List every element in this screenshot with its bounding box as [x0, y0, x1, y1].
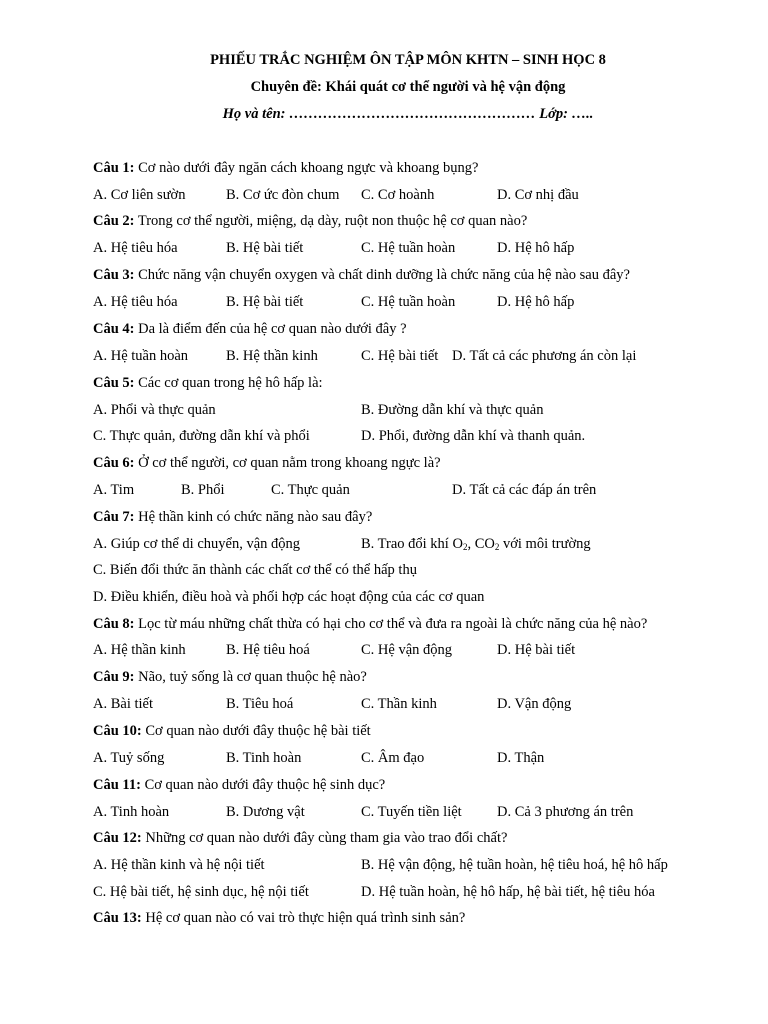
q11-option-a[interactable]: A. Tinh hoàn	[93, 804, 170, 820]
q10-option-a[interactable]: A. Tuỷ sống	[93, 750, 165, 766]
q11-option-d[interactable]: D. Cả 3 phương án trên	[497, 804, 634, 820]
q1-option-d[interactable]: D. Cơ nhị đầu	[497, 187, 579, 203]
q9-option-b[interactable]: B. Tiêu hoá	[226, 696, 294, 712]
q4-option-a[interactable]: A. Hệ tuần hoàn	[93, 348, 189, 364]
question-2: Câu 2: Trong cơ thể người, miệng, dạ dày, ruột non thuộc hệ cơ quan nào?	[93, 213, 528, 229]
q2-option-a[interactable]: A. Hệ tiêu hóa	[93, 240, 178, 256]
q7-option-a[interactable]: A. Giúp cơ thể di chuyển, vận động	[93, 536, 301, 552]
worksheet-title: PHIẾU TRẮC NGHIỆM ÔN TẬP MÔN KHTN – SINH HỌC 8	[210, 52, 606, 68]
q5-option-b[interactable]: B. Đường dẫn khí và thực quản	[361, 402, 544, 418]
q7-option-b[interactable]: B. Trao đổi khí $O_2$, $CO_2$ với môi trường	[361, 536, 591, 552]
q6-option-a[interactable]: A. Tim	[93, 482, 135, 498]
q7-option-c[interactable]: C. Biến đổi thức ăn thành các chất cơ thể có thể hấp thụ	[93, 562, 417, 578]
q9-option-d[interactable]: D. Vận động	[497, 696, 572, 712]
q1-option-b[interactable]: B. Cơ ức đòn chum	[226, 187, 340, 203]
q11-option-c[interactable]: C. Tuyến tiền liệt	[361, 804, 462, 820]
q4-option-d[interactable]: D. Tất cả các phương án còn lại	[452, 348, 637, 364]
question-1: Câu 1: Cơ nào dưới đây ngăn cách khoang ngực và khoang bụng?	[93, 160, 479, 176]
q10-option-c[interactable]: C. Âm đạo	[361, 750, 425, 766]
question-12: Câu 12: Những cơ quan nào dưới đây cùng tham gia vào trao đổi chất?	[93, 830, 508, 846]
q9-option-c[interactable]: C. Thần kinh	[361, 696, 437, 712]
q4-option-b[interactable]: B. Hệ thần kinh	[226, 348, 318, 364]
q2-option-b[interactable]: B. Hệ bài tiết	[226, 240, 304, 256]
q8-option-a[interactable]: A. Hệ thần kinh	[93, 642, 186, 658]
q8-option-c[interactable]: C. Hệ vận động	[361, 642, 453, 658]
question-11: Câu 11: Cơ quan nào dưới đây thuộc hệ sinh dục?	[93, 777, 386, 793]
q8-option-b[interactable]: B. Hệ tiêu hoá	[226, 642, 310, 658]
question-3: Câu 3: Chức năng vận chuyển oxygen và chất dinh dưỡng là chức năng của hệ nào sau đây?	[93, 267, 630, 283]
q3-option-a[interactable]: A. Hệ tiêu hóa	[93, 294, 178, 310]
q5-option-c[interactable]: C. Thực quản, đường dẫn khí và phổi	[93, 428, 310, 444]
q12-option-a[interactable]: A. Hệ thần kinh và hệ nội tiết	[93, 857, 265, 873]
q12-option-c[interactable]: C. Hệ bài tiết, hệ sinh dục, hệ nội tiết	[93, 884, 309, 900]
q3-option-b[interactable]: B. Hệ bài tiết	[226, 294, 304, 310]
q10-option-b[interactable]: B. Tinh hoàn	[226, 750, 302, 766]
q12-option-b[interactable]: B. Hệ vận động, hệ tuần hoàn, hệ tiêu hoá, hệ hô hấp	[361, 857, 668, 873]
q5-option-a[interactable]: A. Phổi và thực quản	[93, 402, 216, 418]
name-class-line: Họ và tên: …………………………………………… Lớp: …..	[222, 106, 594, 122]
q3-option-d[interactable]: D. Hệ hô hấp	[497, 294, 575, 310]
q12-option-d[interactable]: D. Hệ tuần hoàn, hệ hô hấp, hệ bài tiết, hệ tiêu hóa	[361, 884, 655, 900]
question-9: Câu 9: Não, tuỷ sống là cơ quan thuộc hệ nào?	[93, 669, 367, 685]
worksheet-topic: Chuyên đề: Khái quát cơ thể người và hệ vận động	[250, 79, 566, 95]
question-13: Câu 13: Hệ cơ quan nào có vai trò thực hiện quá trình sinh sản?	[93, 910, 466, 926]
q3-option-c[interactable]: C. Hệ tuần hoàn	[361, 294, 456, 310]
q6-option-c[interactable]: C. Thực quản	[271, 482, 350, 498]
q5-option-d[interactable]: D. Phổi, đường dẫn khí và thanh quản.	[361, 428, 586, 444]
q1-option-c[interactable]: C. Cơ hoành	[361, 187, 435, 203]
q6-option-b[interactable]: B. Phổi	[181, 482, 225, 498]
question-10: Câu 10: Cơ quan nào dưới đây thuộc hệ bài tiết	[93, 723, 371, 739]
q6-option-d[interactable]: D. Tất cả các đáp án trên	[452, 482, 597, 498]
question-8: Câu 8: Lọc từ máu những chất thừa có hại cho cơ thể và đưa ra ngoài là chức năng của hệ nào?	[93, 616, 648, 632]
question-6: Câu 6: Ở cơ thể người, cơ quan nằm trong khoang ngực là?	[93, 455, 441, 471]
q4-option-c[interactable]: C. Hệ bài tiết	[361, 348, 439, 364]
question-7: Câu 7: Hệ thần kinh có chức năng nào sau đây?	[93, 509, 373, 525]
q8-option-d[interactable]: D. Hệ bài tiết	[497, 642, 576, 658]
q10-option-d[interactable]: D. Thận	[497, 750, 545, 766]
q1-option-a[interactable]: A. Cơ liên sườn	[93, 187, 186, 203]
q2-option-d[interactable]: D. Hệ hô hấp	[497, 240, 575, 256]
q11-option-b[interactable]: B. Dương vật	[226, 804, 305, 820]
q9-option-a[interactable]: A. Bài tiết	[93, 696, 154, 712]
q2-option-c[interactable]: C. Hệ tuần hoàn	[361, 240, 456, 256]
q7-option-d[interactable]: D. Điều khiển, điều hoà và phối hợp các hoạt động của các cơ quan	[93, 589, 485, 605]
question-4: Câu 4: Da là điểm đến của hệ cơ quan nào dưới đây ?	[93, 321, 407, 337]
question-5: Câu 5: Các cơ quan trong hệ hô hấp là:	[93, 375, 323, 391]
